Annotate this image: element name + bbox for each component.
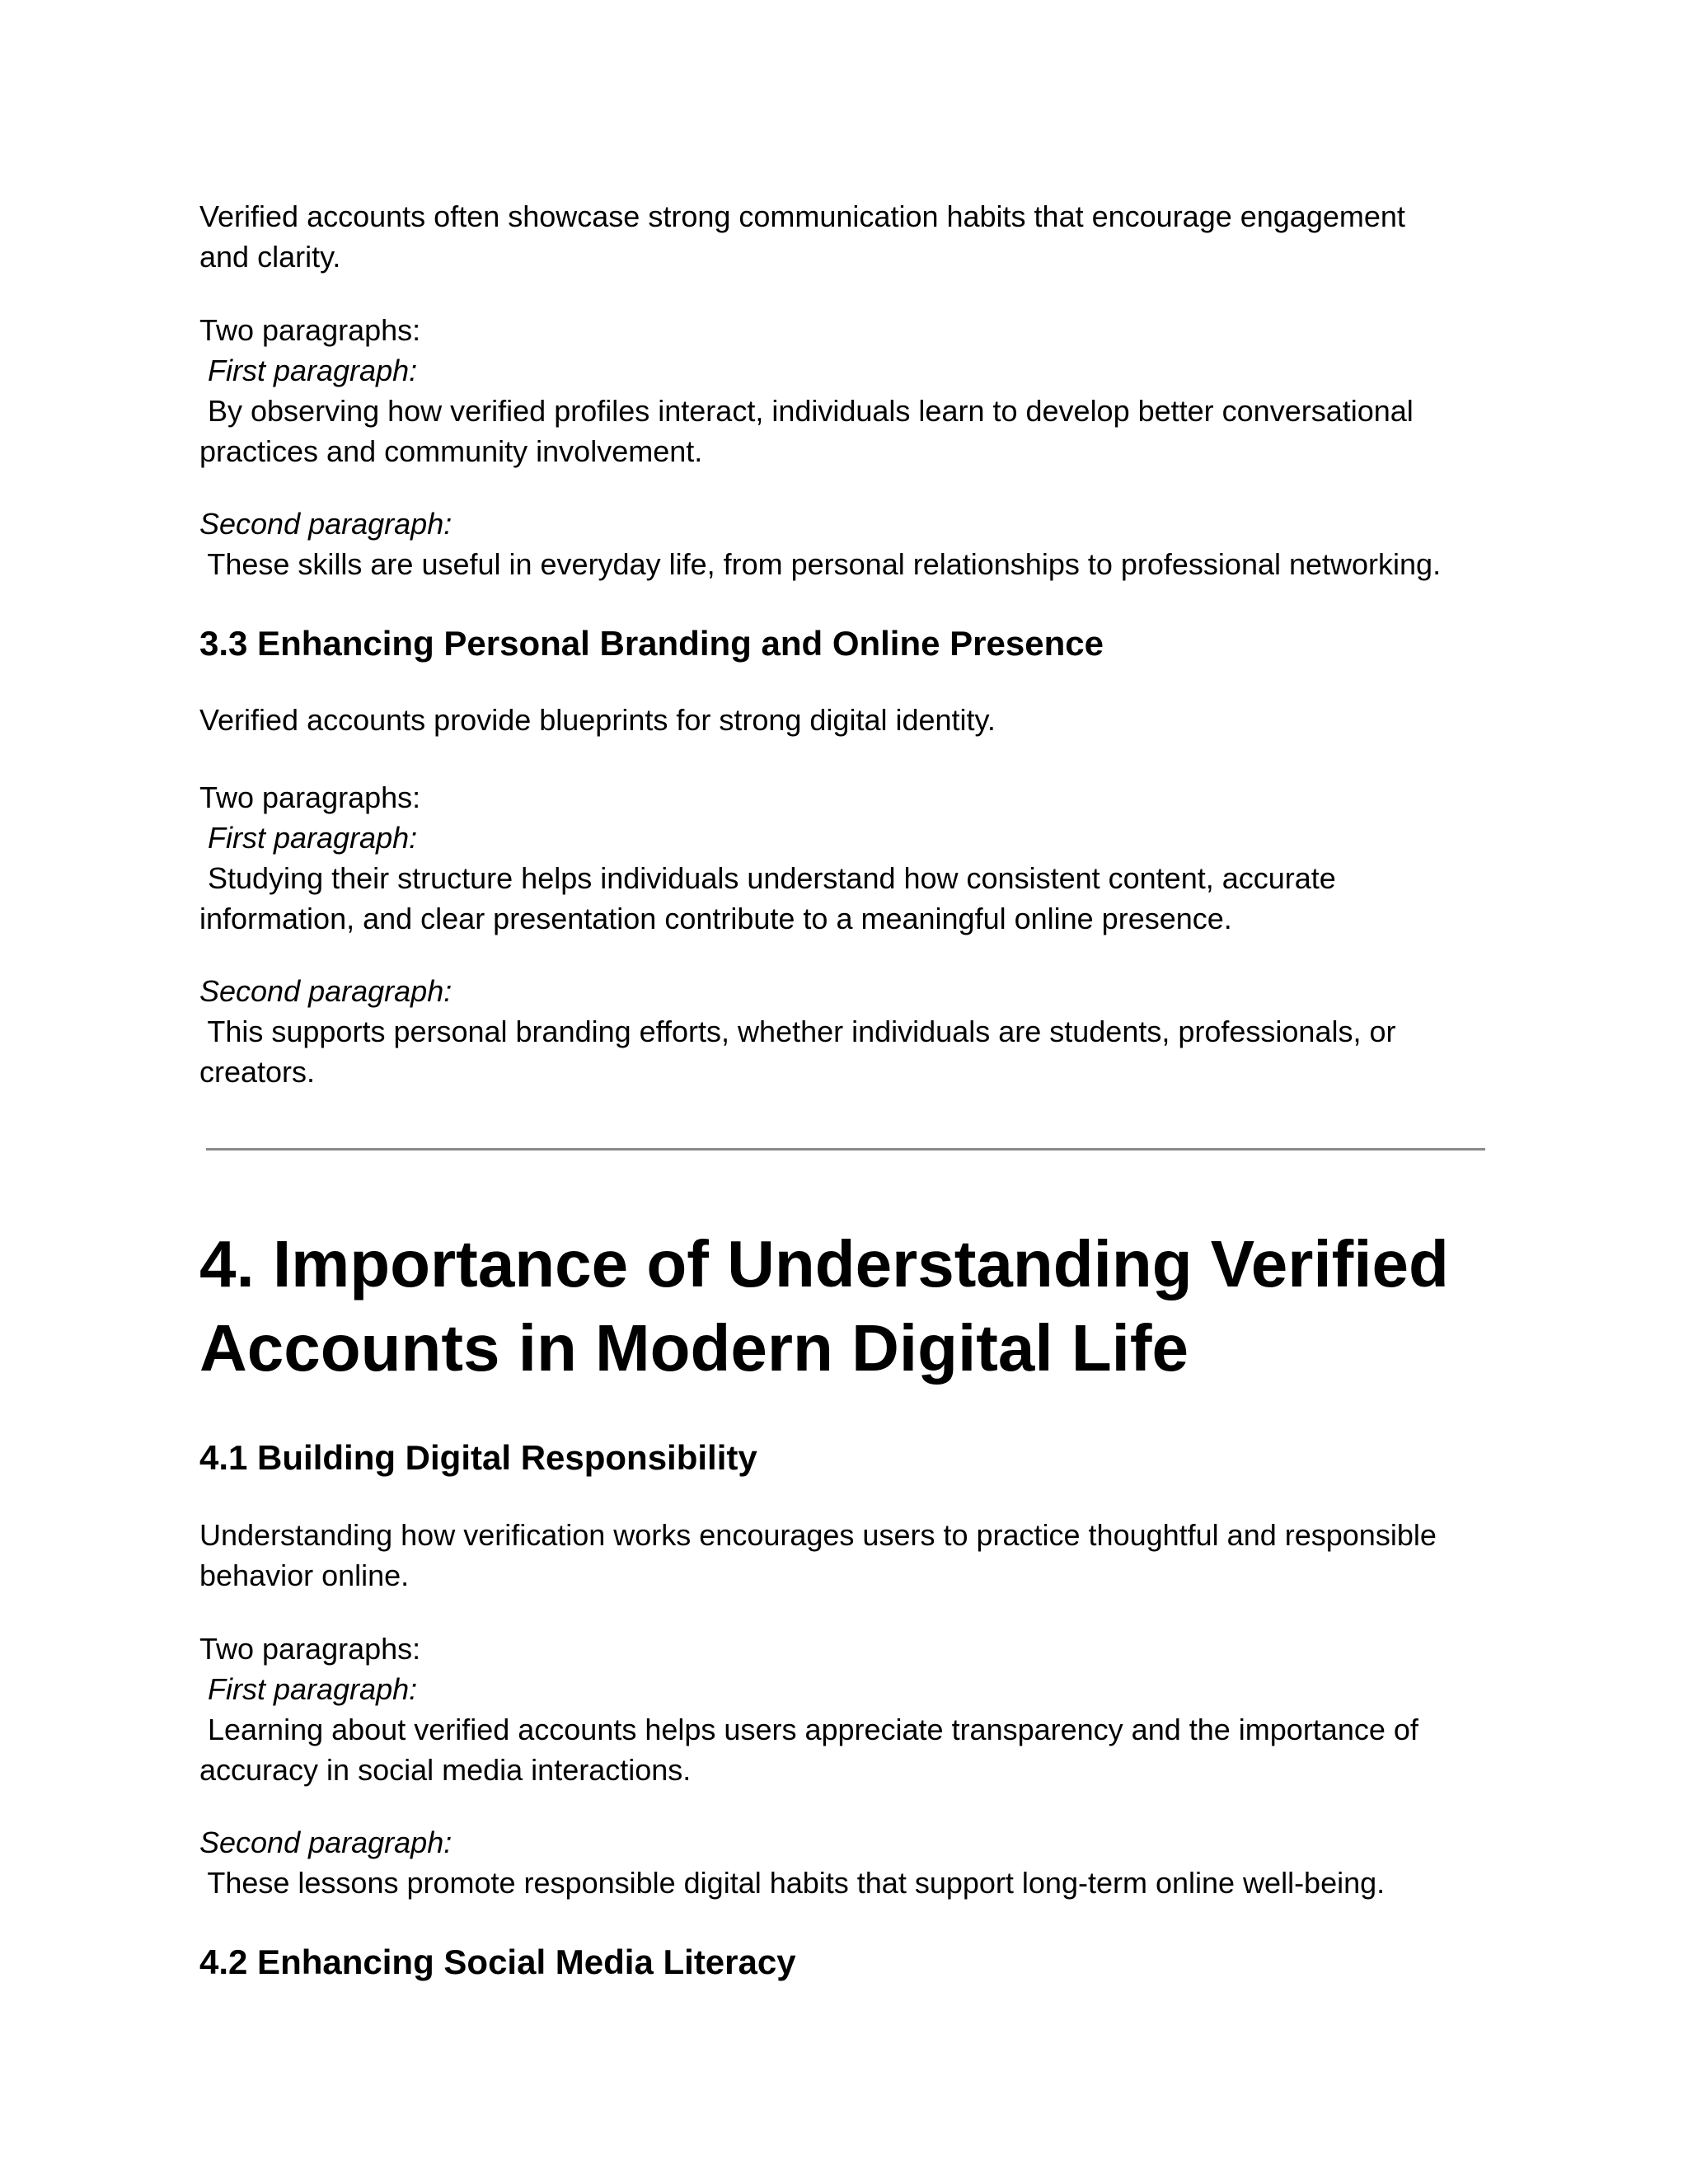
horizontal-divider [206,1148,1485,1151]
second-paragraph-label: Second paragraph: [199,1825,452,1859]
second-paragraph-block [199,504,1502,584]
intro-paragraph [199,1515,1502,1596]
two-paragraphs-label: Two paragraphs: [199,780,421,814]
first-paragraph-label: First paragraph: [199,1672,418,1706]
intro-paragraph [199,700,1502,740]
second-paragraph-label: Second paragraph: [199,507,452,541]
first-paragraph-label: First paragraph: [199,821,418,855]
text-line: By observing how verified profiles interact, individuals learn to develop better conversational [199,394,1414,428]
text-line: behavior online. [199,1558,410,1592]
text-line: Verified accounts often showcase strong communication habits that encourage engagement [199,199,1405,233]
two-paragraphs-block [199,1629,1502,1790]
title-line: 4. Importance of Understanding Verified [199,1227,1449,1301]
section-heading-4-1: 4.1 Building Digital Responsibility [199,1438,757,1477]
two-paragraphs-block [199,777,1502,939]
text-line: creators. [199,1055,316,1089]
text-line: information, and clear presentation contribute to a meaningful online presence. [199,902,1232,935]
two-paragraphs-label: Two paragraphs: [199,1632,421,1666]
text-line: Studying their structure helps individuals understand how consistent content, accurate [199,861,1336,895]
first-paragraph-label: First paragraph: [199,354,418,387]
text-line: practices and community involvement. [199,434,703,468]
section-title-4 [199,1222,1502,1390]
second-paragraph-label: Second paragraph: [199,974,452,1008]
second-paragraph-block [199,1822,1502,1903]
section-heading-3-3: 3.3 Enhancing Personal Branding and Online Presence [199,624,1104,663]
text-line: This supports personal branding efforts, whether individuals are students, professionals, or [199,1015,1396,1048]
section-heading-4-2: 4.2 Enhancing Social Media Literacy [199,1943,796,1981]
two-paragraphs-label: Two paragraphs: [199,313,421,347]
text-line: Learning about verified accounts helps users appreciate transparency and the importance of [199,1713,1418,1746]
text-line: These lessons promote responsible digital habits that support long-term online well-being. [199,1866,1386,1900]
text-line: These skills are useful in everyday life, from personal relationships to professional networking. [199,547,1442,581]
title-line: Accounts in Modern Digital Life [199,1311,1189,1385]
two-paragraphs-block [199,310,1502,471]
second-paragraph-block [199,971,1502,1092]
text-line: Verified accounts provide blueprints for strong digital identity. [199,703,996,737]
text-line: Understanding how verification works encourages users to practice thoughtful and responsible [199,1518,1437,1552]
intro-paragraph [199,196,1502,277]
text-line: accuracy in social media interactions. [199,1753,692,1787]
text-line: and clarity. [199,240,341,274]
